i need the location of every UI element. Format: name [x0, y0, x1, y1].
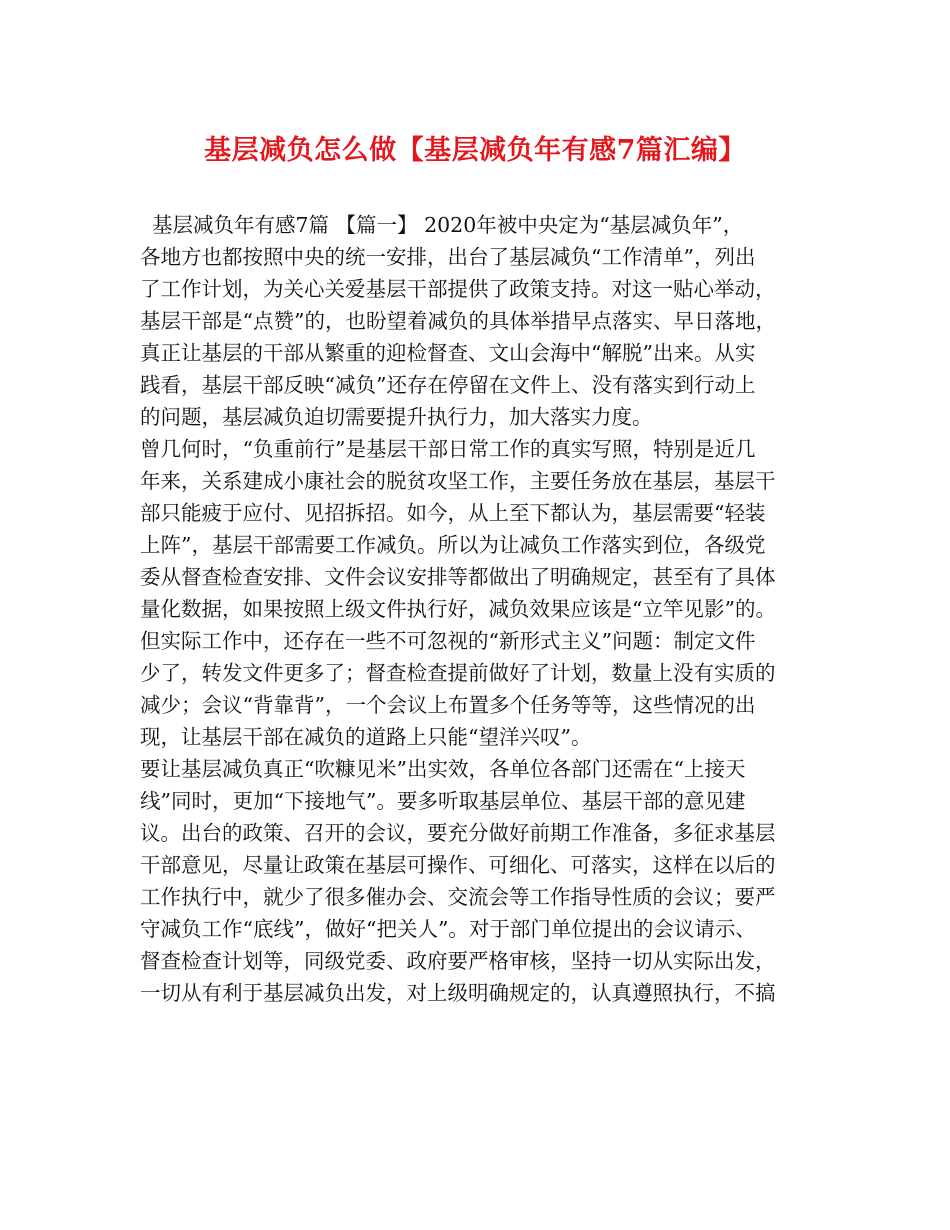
text-line: 量化数据，如果按照上级文件执行好，减负效果应该是“立竿见影”的。 [140, 597, 776, 621]
document-title: 基层减负怎么做【基层减负年有感7篇汇编】 [204, 135, 746, 166]
text-line: 守减负工作“底线”，做好“把关人”。对于部门单位提出的会议请示、 [140, 917, 756, 941]
text-line: 了工作计划，为关心关爱基层干部提供了政策支持。对这一贴心举动， [140, 277, 776, 301]
text-line: 年来，关系建成小康社会的脱贫攻坚工作，主要任务放在基层，基层干 [140, 469, 776, 493]
text-line: 一切从有利于基层减负出发，对上级明确规定的，认真遵照执行，不搞 [140, 981, 776, 1005]
text-line: 各地方也都按照中央的统一安排，出台了基层减负“工作清单”，列出 [140, 245, 756, 269]
text-line: 的问题，基层减负迫切需要提升执行力，加大落实力度。 [140, 405, 653, 429]
text-line: 线”同时，更加“下接地气”。要多听取基层单位、基层干部的意见建 [140, 789, 746, 813]
text-line: 工作执行中，就少了很多催办会、交流会等工作指导性质的会议；要严 [140, 885, 776, 909]
text-line: 曾几何时，“负重前行”是基层干部日常工作的真实写照，特别是近几 [140, 437, 756, 461]
text-line: 上阵”，基层干部需要工作减负。所以为让减负工作落实到位，各级党 [140, 533, 766, 557]
text-line: 基层减负年有感7篇 【篇一】 2020年被中央定为“基层减负年”， [152, 213, 744, 237]
text-line: 干部意见，尽量让政策在基层可操作、可细化、可落实，这样在以后的 [140, 853, 776, 877]
text-line: 议。出台的政策、召开的会议，要充分做好前期工作准备，多征求基层 [140, 821, 776, 845]
text-line: 少了，转发文件更多了；督查检查提前做好了计划，数量上没有实质的 [140, 661, 776, 685]
text-line: 要让基层减负真正“吹糠见米”出实效，各单位各部门还需在“上接天 [140, 757, 746, 781]
text-line: 但实际工作中，还存在一些不可忽视的“新形式主义”问题：制定文件 [140, 629, 756, 653]
text-line: 基层干部是“点赞”的，也盼望着减负的具体举措早点落实、早日落地， [140, 309, 776, 333]
text-line: 践看，基层干部反映“减负”还存在停留在文件上、没有落实到行动上 [140, 373, 756, 397]
text-line: 减少；会议“背靠背”，一个会议上布置多个任务等等，这些情况的出 [140, 693, 756, 717]
text-line: 现，让基层干部在减负的道路上只能“望洋兴叹”。 [140, 725, 592, 749]
text-line: 督查检查计划等，同级党委、政府要严格审核，坚持一切从实际出发， [140, 949, 776, 973]
text-line: 委从督查检查安排、文件会议安排等都做出了明确规定，甚至有了具体 [140, 565, 776, 589]
document-body [140, 209, 830, 1009]
text-line: 部只能疲于应付、见招拆招。如今，从上至下都认为，基层需要“轻装 [140, 501, 766, 525]
text-line: 真正让基层的干部从繁重的迎检督查、文山会海中“解脱”出来。从实 [140, 341, 756, 365]
